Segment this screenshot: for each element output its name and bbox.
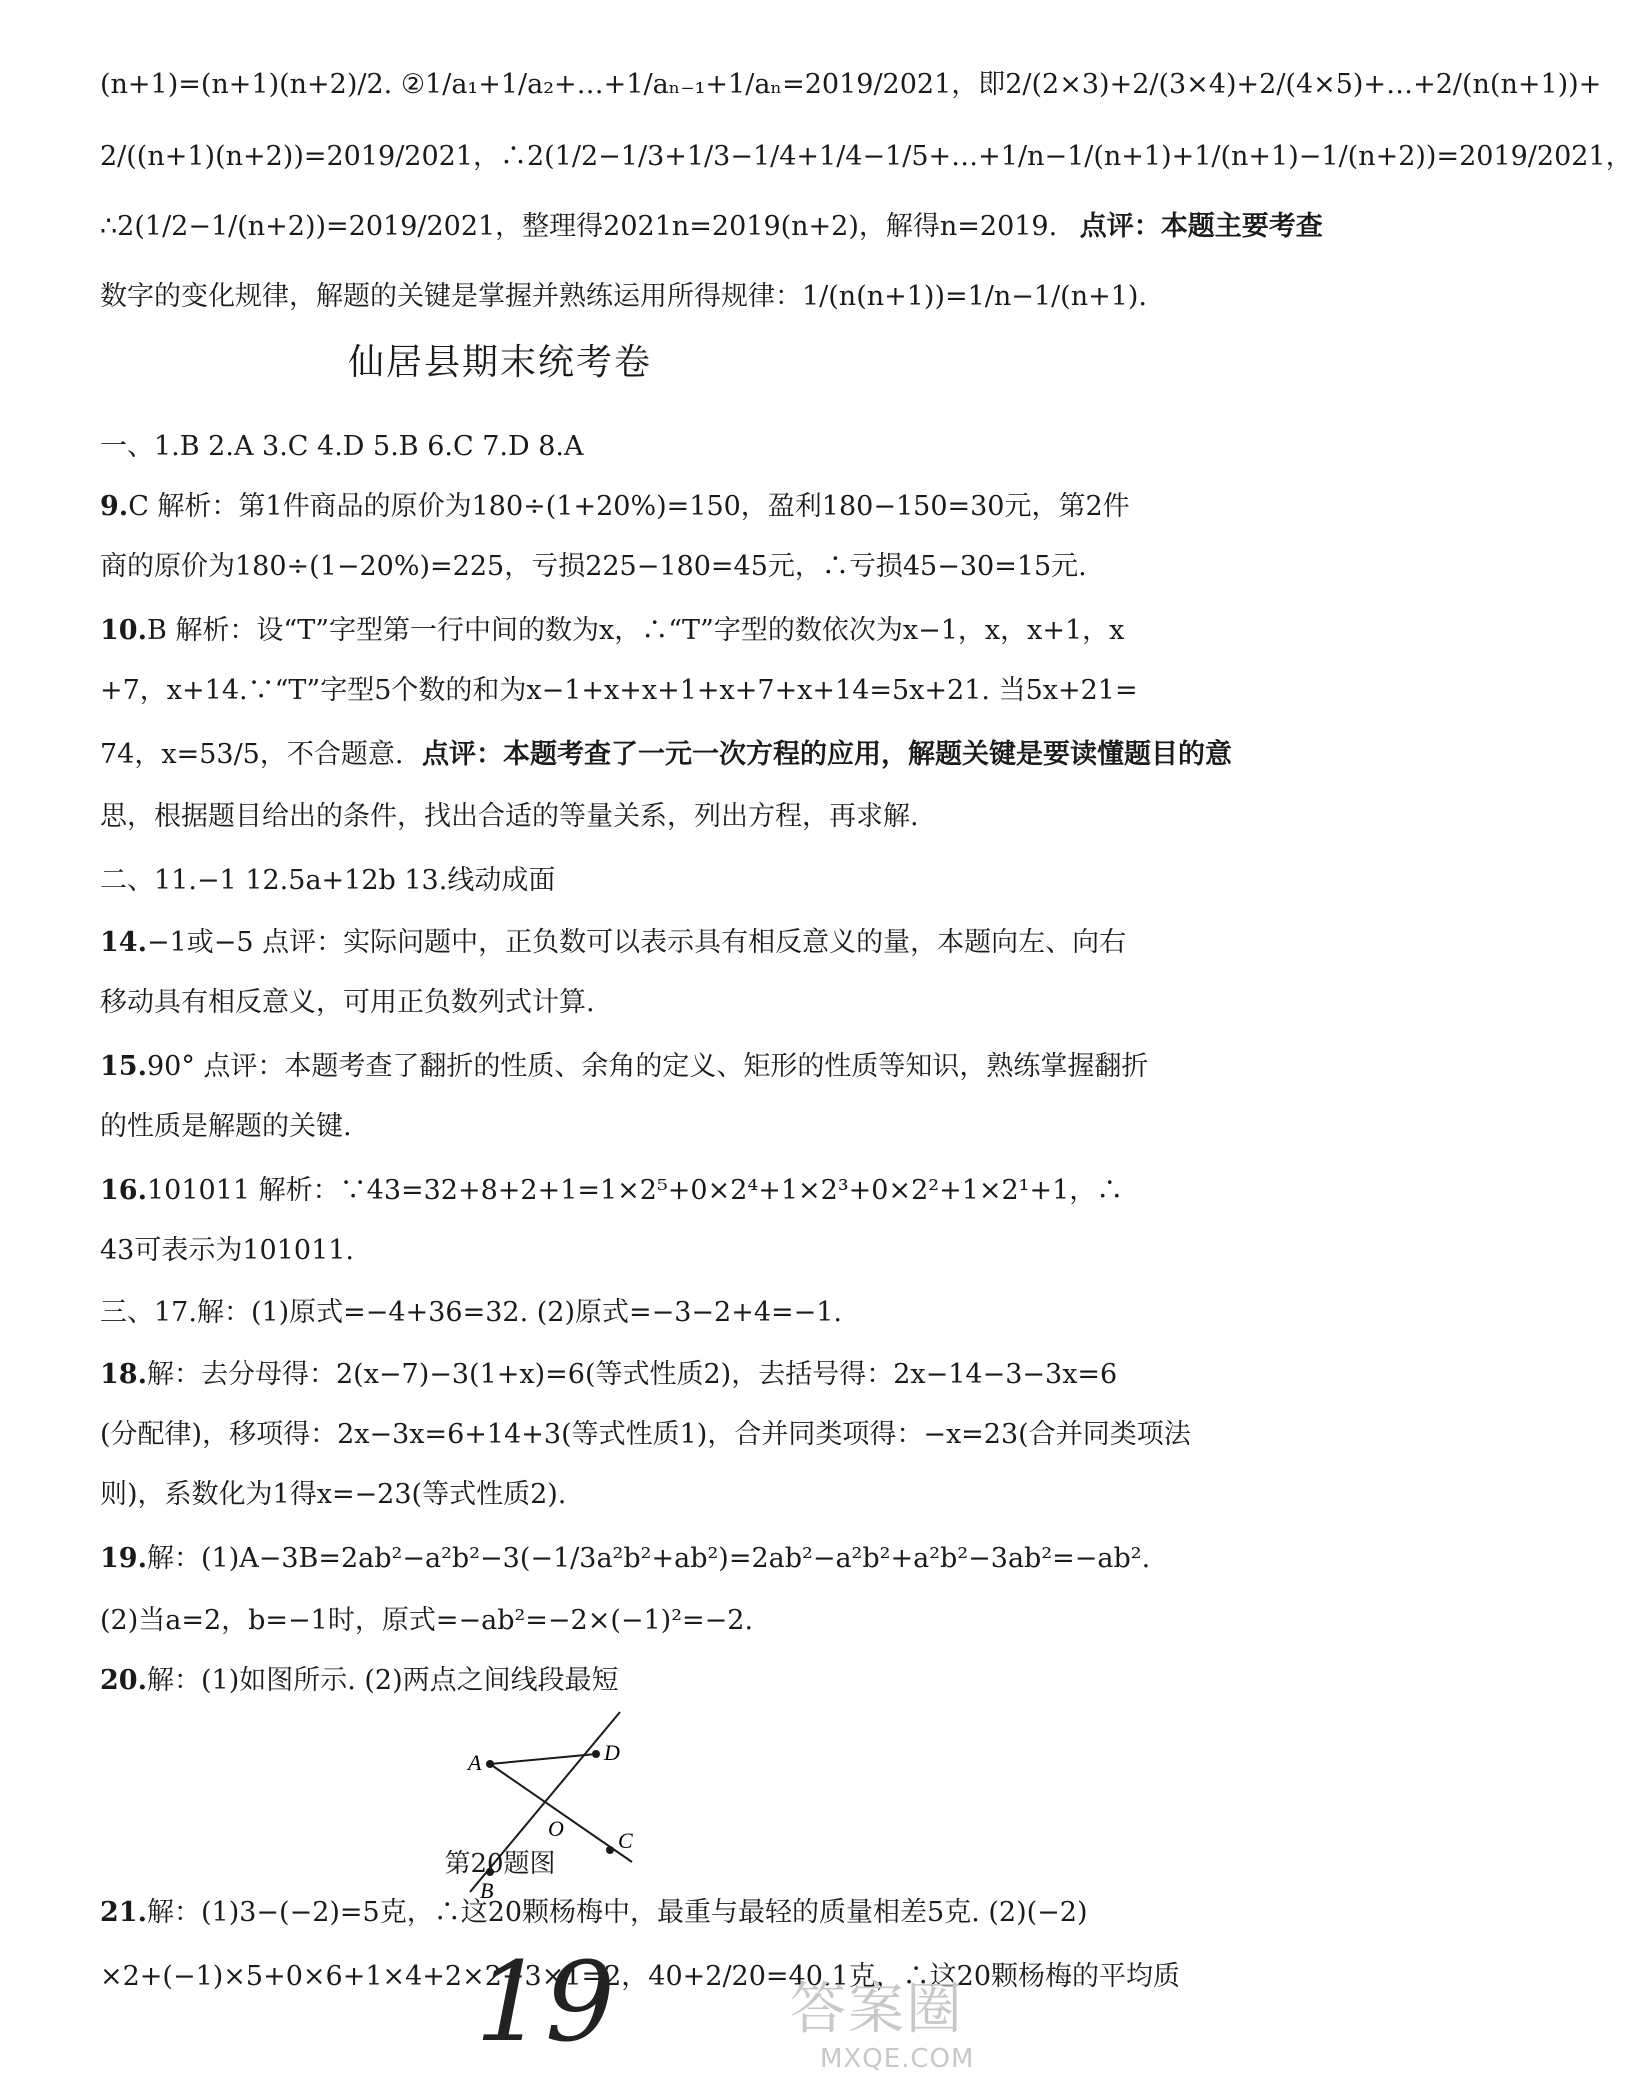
q10-line-4: 思，根据题目给出的条件，找出合适的等量关系，列出方程，再求解.: [100, 801, 919, 832]
text-line: 数字的变化规律，解题的关键是掌握并熟练运用所得规律：1/(n(n+1))=1/n−1/(n+1).: [100, 281, 1148, 312]
point-d: [592, 1750, 600, 1758]
figure-caption: 第20题图: [444, 1849, 556, 1879]
svg-text:19: 19: [475, 1938, 615, 2066]
point-a: [486, 1760, 494, 1768]
equation-text: ∴2(1/2−1/(n+2))=2019/2021，整理得2021n=2019(n+2)，解得n=2019.: [100, 211, 1058, 242]
q21-line-2: ×2+(−1)×5+0×6+1×4+2×2+3×1=2，40+2/20=40.1克，∴这20颗杨梅的平均质: [100, 1961, 1181, 1992]
question-number: 16.: [100, 1175, 147, 1206]
q19-line-1: [100, 1542, 1151, 1576]
q9-line-1: [100, 490, 1130, 524]
q18-line-3: 则)，系数化为1得x=−23(等式性质2).: [100, 1479, 567, 1510]
question-number: 15.: [100, 1051, 147, 1082]
q15-line-1: [100, 1050, 1149, 1084]
answer-row-1-8: 一、1.B 2.A 3.C 4.D 5.B 6.C 7.D 8.A: [100, 431, 584, 462]
label-d: D: [604, 1740, 620, 1765]
text-line: [100, 210, 1323, 244]
question-number: 10.: [100, 615, 147, 646]
text-line: (n+1)=(n+1)(n+2)/2. ②1/a₁+1/a₂+…+1/aₙ₋₁+1/aₙ=2019/2021，即2/(2×3)+2/(3×4)+2/(4×5)+…+2/(n(n+1))+: [100, 69, 1602, 100]
q10-line-2: +7，x+14.∵“T”字型5个数的和为x−1+x+x+1+x+7+x+14=5x+21. 当5x+21=: [100, 675, 1138, 706]
q15-text: 90° 点评：本题考查了翻折的性质、余角的定义、矩形的性质等知识，熟练掌握翻折: [146, 1051, 1149, 1082]
q9-line-2: 商的原价为180÷(1−20%)=225，亏损225−180=45元，∴亏损45−30=15元.: [100, 551, 1087, 582]
question-number: 9.: [100, 491, 129, 522]
label-b: B: [480, 1878, 494, 1903]
question-number: 20.: [100, 1665, 147, 1696]
q14-text: −1或−5 点评：实际问题中，正负数可以表示具有相反意义的量，本题向左、向右: [146, 927, 1127, 958]
q16-text: 101011 解析：∵43=32+8+2+1=1×2⁵+0×2⁴+1×2³+0×2²+1×2¹+1，∴: [146, 1175, 1124, 1206]
label-o: O: [548, 1816, 564, 1841]
q10-line-3: [100, 738, 1233, 772]
handwritten-page-number: [465, 1938, 625, 2066]
q18-line-1: [100, 1358, 1118, 1392]
q10-text: 74，x=53/5，不合题意.: [100, 739, 404, 770]
question-number: 19.: [100, 1543, 147, 1574]
watermark: [790, 1975, 995, 2075]
q10-line-1: [100, 614, 1125, 648]
label-c: C: [618, 1828, 633, 1853]
q20-line-1-text: 解：(1)如图所示. (2)两点之间线段最短: [146, 1665, 619, 1696]
q14-line-2: 移动具有相反意义，可用正负数列式计算.: [100, 987, 595, 1018]
q18-text: 解：去分母得：2(x−7)−3(1+x)=6(等式性质2)，去括号得：2x−14−3−3x=6: [146, 1359, 1118, 1390]
watermark-logo-text: 答案圈: [790, 1977, 964, 2042]
question-number: 21.: [100, 1897, 147, 1928]
question-number: 18.: [100, 1359, 147, 1390]
comment-label: 点评：本题考查了一元一次方程的应用，解题关键是要读懂题目的意: [422, 739, 1233, 770]
q15-line-2: 的性质是解题的关键.: [100, 1111, 352, 1142]
answer-row-11-13: 二、11.−1 12.5a+12b 13.线动成面: [100, 865, 556, 896]
q21-line-1: [100, 1896, 1088, 1930]
q18-line-2: (分配律)，移项得：2x−3x=6+14+3(等式性质1)，合并同类项得：−x=23(合并同类项法: [100, 1419, 1191, 1450]
q20-line-1: [100, 1664, 970, 1698]
label-a: A: [468, 1750, 482, 1775]
q19-line-2: (2)当a=2，b=−1时，原式=−ab²=−2×(−1)²=−2.: [100, 1605, 754, 1636]
q9-text: C 解析：第1件商品的原价为180÷(1+20%)=150，盈利180−150=30元，第2件: [128, 491, 1130, 522]
section-title: 仙居县期末统考卷: [347, 342, 652, 383]
q16-line-1: [100, 1174, 1124, 1208]
q17-line: 三、17.解：(1)原式=−4+36=32. (2)原式=−3−2+4=−1.: [100, 1297, 843, 1328]
q21-text: 解：(1)3−(−2)=5克，∴这20颗杨梅中，最重与最轻的质量相差5克. (2)(−2): [146, 1897, 1088, 1928]
q10-text: B 解析：设“T”字型第一行中间的数为x，∴“T”字型的数依次为x−1，x，x+1，x: [146, 615, 1125, 646]
text-line: 2/((n+1)(n+2))=2019/2021，∴2(1/2−1/3+1/3−1/4+1/4−1/5+…+1/n−1/(n+1)+1/(n+1)−1/(n+2))=2019/2021，: [100, 141, 1633, 172]
q16-line-2: 43可表示为101011.: [100, 1235, 355, 1266]
question-number: 14.: [100, 927, 147, 958]
watermark-url: MXQE.COM: [820, 2044, 975, 2074]
q14-line-1: [100, 926, 1127, 960]
q19-line-1-text: 解：(1)A−3B=2ab²−a²b²−3(−1/3a²b²+ab²)=2ab²−a²b²+a²b²−3ab²=−ab².: [146, 1543, 1151, 1574]
comment-label: 点评：本题主要考查: [1079, 211, 1323, 242]
